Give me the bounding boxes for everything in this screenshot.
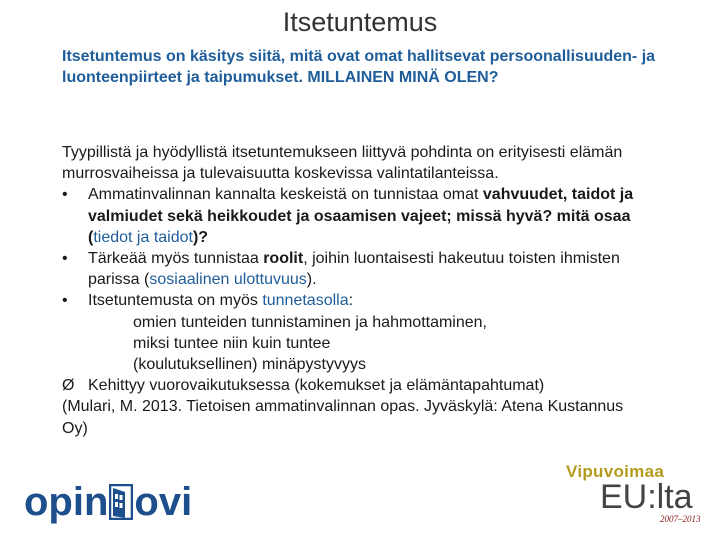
- sub-item: (koulutuksellinen) minäpystyvyys: [133, 356, 366, 374]
- citation: (Mulari, M. 2013. Tietoisen ammatinvalinnan opas. Jyväskylä: Atena Kustannus Oy): [62, 398, 624, 437]
- bullet-item: • Ammatinvalinnan kannalta keskeistä on tunnistaa omat vahvuudet, taidot ja valmiudet sekä heikkoudet ja osaamisen vajeet; missä hyvä? mitä osaa (tiedot ja taidot)?: [62, 186, 634, 246]
- bullet-item: • Tärkeää myös tunnistaa roolit, joihin luontaisesti hakeutuu toisten ihmisten parissa (sosiaalinen ulottuvuus).: [62, 250, 620, 289]
- emphasis-text: roolit: [263, 250, 304, 268]
- intro-definition: Itsetuntemus on käsitys siitä, mitä ovat omat hallitsevat persoonallisuuden- ja luonteenpiirteet ja taipumukset. MILLAINEN MINÄ OLEN?: [62, 48, 656, 86]
- bullet-icon: •: [62, 186, 68, 204]
- eu-years: 2007–2013: [660, 514, 701, 524]
- vipuvoimaa-logo: Vipuvoimaa: [566, 462, 665, 481]
- arrow-item: Ø Kehittyy vuorovaikutuksessa (kokemukset ja elämäntapahtumat): [62, 375, 652, 396]
- highlight-text: sosiaalinen ulottuvuus: [149, 271, 307, 289]
- highlight-text: tunnetasolla: [262, 292, 349, 310]
- arrow-icon: Ø: [62, 377, 75, 395]
- logo-text-right: ovi: [134, 480, 193, 524]
- slide-title: Itsetuntemus: [282, 7, 438, 37]
- bullet-icon: •: [62, 250, 68, 268]
- body-text: [62, 142, 652, 439]
- sub-item: miksi tuntee niin kuin tuntee: [133, 334, 331, 352]
- door-icon: [109, 484, 133, 520]
- bullet-item: • Itsetuntemusta on myös tunnetasolla:: [62, 290, 652, 311]
- intro-paragraph: Tyypillistä ja hyödyllistä itsetuntemukseen liittyvä pohdinta on erityisesti elämän murrosvaiheissa ja tulevaisuutta koskevissa valintatilanteissa.: [62, 144, 623, 183]
- highlight-text: tiedot ja taidot: [93, 228, 193, 246]
- bullet-icon: •: [62, 292, 68, 310]
- sub-item: omien tunteiden tunnistaminen ja hahmottaminen,: [133, 313, 487, 331]
- eu-logo: EU:lta: [600, 478, 693, 516]
- logo-text-left: opin: [24, 480, 109, 524]
- opinovi-logo: [24, 480, 192, 524]
- emphasis-text: vahvuudet, taidot ja valmiudet sekä heikkoudet ja osaamisen vajeet; missä hyvä? mitä osaa (: [88, 186, 634, 246]
